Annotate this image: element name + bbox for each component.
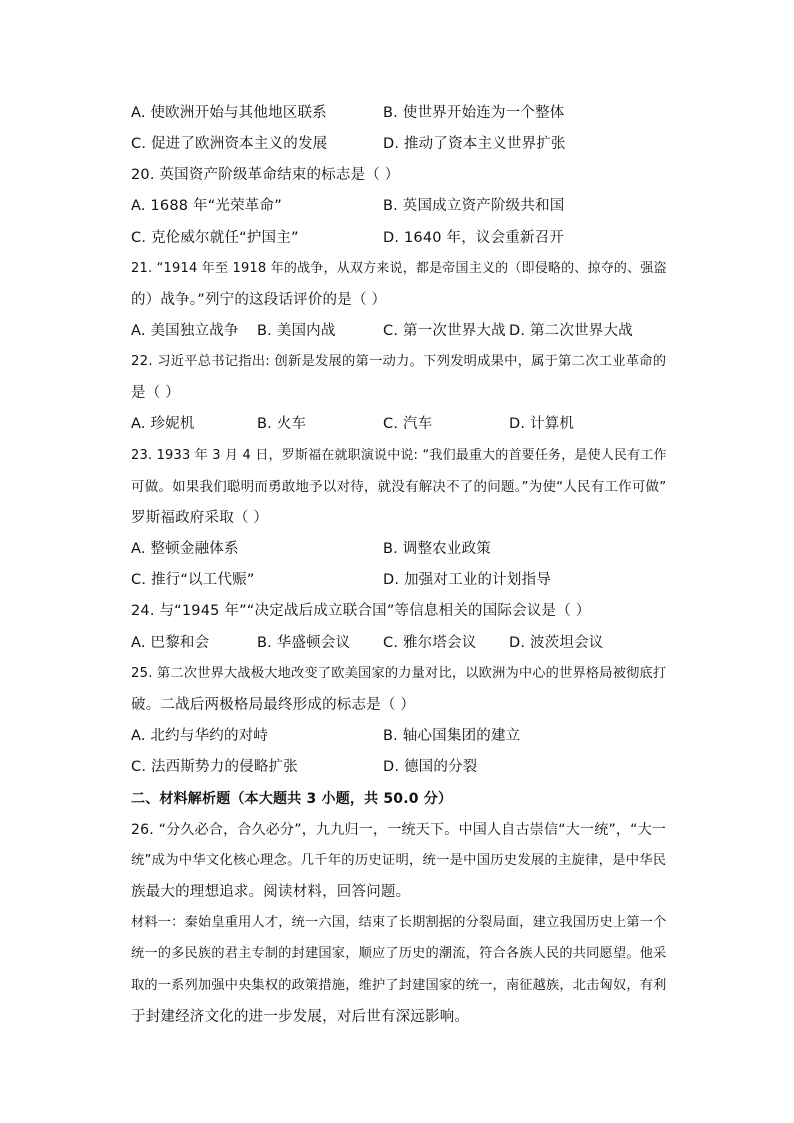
section-2-heading: 二、材料解析题（本大题共 3 小题，共 50.0 分） [131,791,453,807]
q25-stem-line-2: 破。二战后两极格局最终形成的标志是（ ） [131,697,416,713]
q23-option-d: D. 加强对工业的计划指导 [383,572,551,588]
q23-stem-line-3: 罗斯福政府采取（ ） [131,510,269,526]
q21-stem-line-2: 的）战争。”列宁的这段话评价的是（ ） [131,292,387,308]
q20-option-d: D. 1640 年，议会重新召开 [383,230,565,246]
q20-stem: 20. 英国资产阶级革命结束的标志是（ ） [131,167,400,183]
q22-stem-line-1: 22. 习近平总书记指出: 创新是发展的第一动力。下列发明成果中，属于第二次工业革命的 [131,354,667,369]
q22-option-c: C. 汽车 [383,416,433,432]
q25-stem-line-1: 25. 第二次世界大战极大地改变了欧美国家的力量对比，以欧洲为中心的世界格局被彻底打 [131,666,667,681]
q19-option-d: D. 推动了资本主义世界扩张 [383,136,566,152]
q19-option-b: B. 使世界开始连为一个整体 [383,105,565,121]
q24-option-a: A. 巴黎和会 [131,635,210,651]
q23-option-a: A. 整顿金融体系 [131,541,239,557]
q26-stem-line-1: 26. “分久必合，合久必分”，九九归一，一统天下。中国人自古崇信“大一统”，“大一 [131,822,667,838]
q22-option-a: A. 珍妮机 [131,416,195,432]
q20-option-c: C. 克伦威尔就任“护国主” [131,230,299,246]
q24-option-b: B. 华盛顿会议 [257,635,351,651]
q21-option-a: A. 美国独立战争 [131,323,239,339]
q21-stem-line-1: 21. “1914 年至 1918 年的战争，从双方来说，都是帝国主义的（即侵略的、掠夺的、强盗 [131,261,667,276]
q19-option-c: C. 促进了欧洲资本主义的发展 [131,136,328,152]
q22-option-b: B. 火车 [257,416,307,432]
q19-option-a: A. 使欧洲开始与其他地区联系 [131,105,327,121]
q26-material-1-line-1: 材料一：秦始皇重用人才，统一六国，结束了长期割据的分裂局面，建立我国历史上第一个 [131,915,667,930]
q23-stem-line-2: 可做。如果我们聪明而勇敢地予以对待，就没有解决不了的问题。”为使“人民有工作可做” [131,479,667,495]
q22-stem-line-2: 是（ ） [131,385,180,401]
q25-option-a: A. 北约与华约的对峙 [131,728,269,744]
q22-option-d: D. 计算机 [509,416,575,432]
q24-option-c: C. 雅尔塔会议 [383,635,477,651]
q26-material-1-line-4: 于封建经济文化的进一步发展，对后世有深远影响。 [131,1009,470,1025]
q26-material-1-line-3: 取的一系列加强中央集权的政策措施，维护了封建国家的统一，南征越族，北击匈奴，有利 [131,978,667,993]
q24-option-d: D. 波茨坦会议 [509,635,604,651]
q26-material-1-line-2: 统一的多民族的君主专制的封建国家，顺应了历史的潮流，符合各族人民的共同愿望。他采 [131,946,667,961]
q24-stem: 24. 与“1945 年”“决定战后成立联合国”等信息相关的国际会议是（ ） [131,603,591,619]
q23-option-b: B. 调整农业政策 [383,541,491,557]
q25-option-b: B. 轴心国集团的建立 [383,728,521,744]
q20-option-b: B. 英国成立资产阶级共和国 [383,198,565,214]
q21-option-b: B. 美国内战 [257,323,336,339]
q23-stem-line-1: 23. 1933 年 3 月 4 日，罗斯福在就职演说中说: “我们最重大的首要任务，是使人民有工作 [131,448,667,463]
q25-option-d: D. 德国的分裂 [383,759,478,775]
q26-stem-line-2: 统”成为中华文化核心理念。几千年的历史证明，统一是中国历史发展的主旋律，是中华民 [131,853,667,868]
q25-option-c: C. 法西斯势力的侵略扩张 [131,759,298,775]
q23-option-c: C. 推行“以工代赈” [131,572,255,588]
q20-option-a: A. 1688 年“光荣革命” [131,198,282,214]
q21-option-c: C. 第一次世界大战 [383,323,506,339]
q26-stem-line-3: 族最大的理想追求。阅读材料，回答问题。 [131,884,411,900]
q21-option-d: D. 第二次世界大战 [509,323,633,339]
